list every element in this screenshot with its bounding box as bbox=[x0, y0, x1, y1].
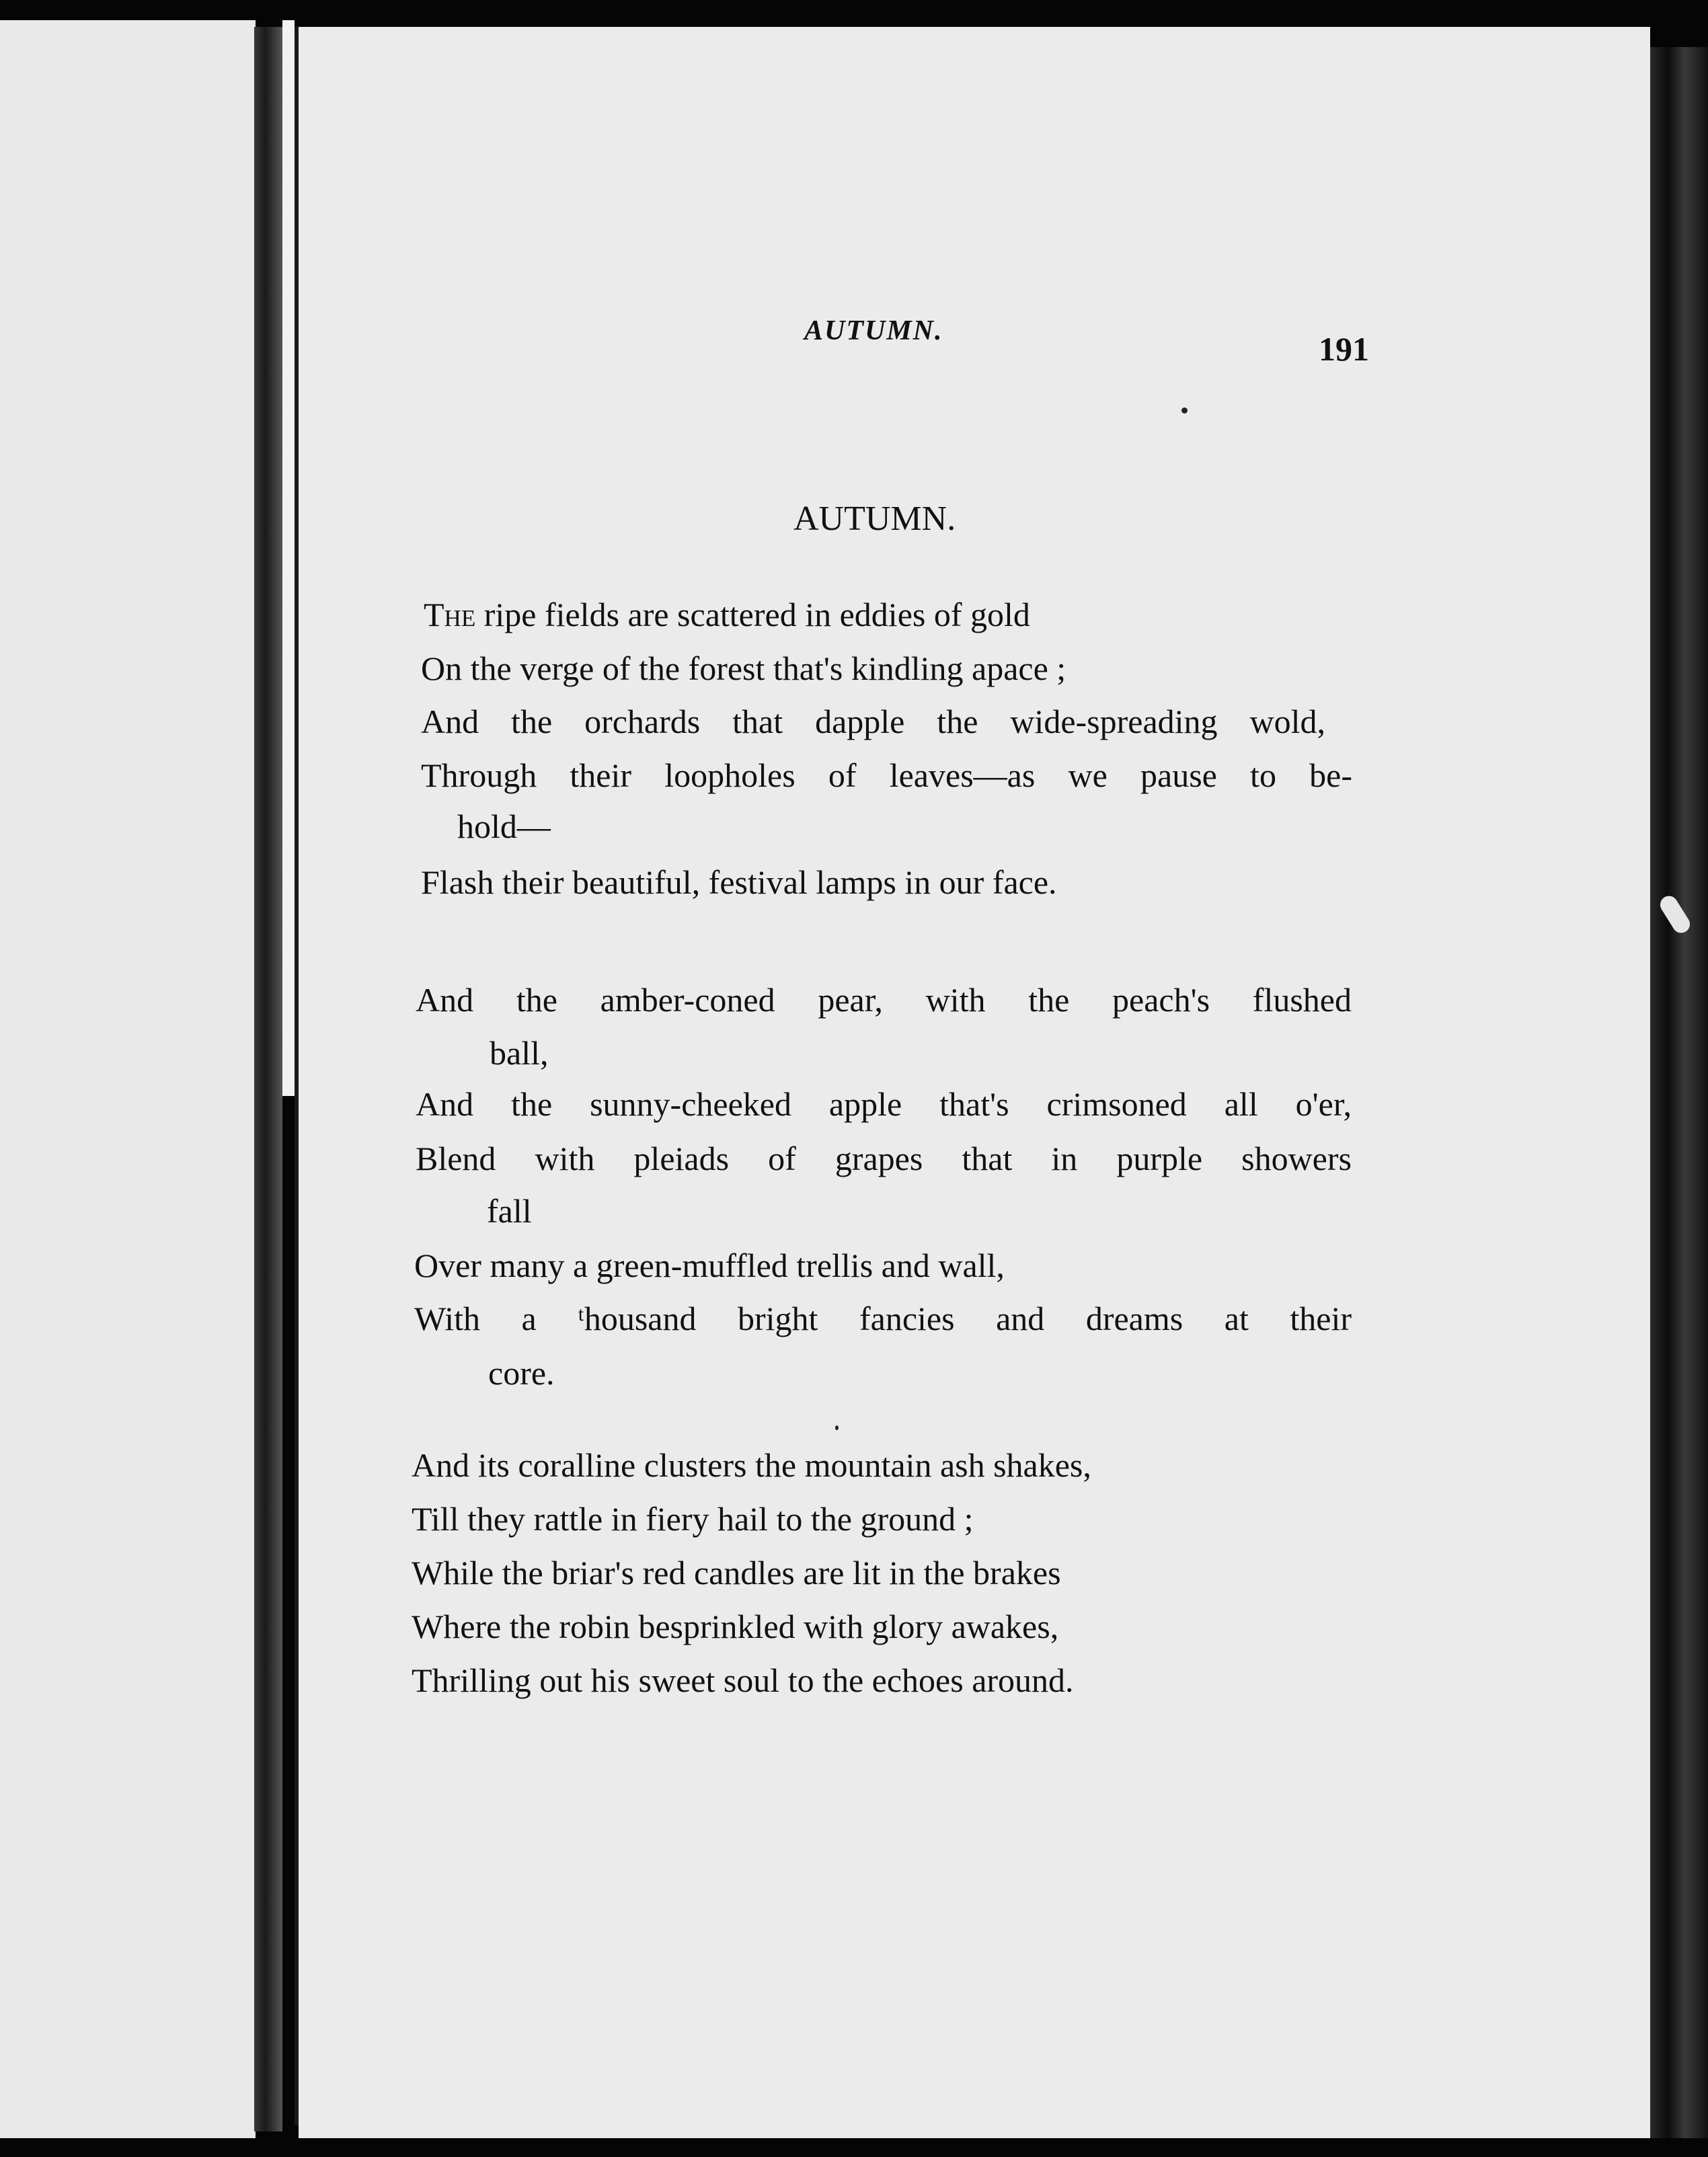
poem-line: On the verge of the forest that's kindling apace ; bbox=[421, 650, 1066, 687]
poem-line: Flash their beautiful, festival lamps in our face. bbox=[421, 863, 1057, 901]
poem-title: AUTUMN. bbox=[793, 500, 956, 538]
left-page bbox=[0, 20, 256, 2138]
page-number: 191 bbox=[1319, 330, 1369, 368]
page-fore-edge bbox=[1650, 47, 1708, 2138]
poem-line: Blend with pleiads of grapes that in purple showers bbox=[416, 1140, 1352, 1177]
line-lead-word: The bbox=[424, 596, 476, 633]
poem-line: With a ᵗhousand bright fancies and dreams at their bbox=[414, 1300, 1352, 1337]
poem-line: Thrilling out his sweet soul to the echoes around. bbox=[412, 1661, 1074, 1699]
poem-line: Over many a green-muffled trellis and wall, bbox=[414, 1247, 1005, 1284]
poem-line: And the orchards that dapple the wide-spreading wold, bbox=[421, 703, 1325, 740]
gutter-highlight bbox=[282, 20, 295, 1096]
running-head: AUTUMN. bbox=[804, 315, 943, 346]
poem-line: While the briar's red candles are lit in the brakes bbox=[412, 1554, 1061, 1592]
poem-line: hold— bbox=[457, 808, 551, 845]
line-text: ripe fields are scattered in eddies of gold bbox=[475, 596, 1030, 633]
poem-line: ball, bbox=[490, 1034, 549, 1072]
ink-speck bbox=[1181, 407, 1188, 414]
poem-line: And the sunny-cheeked apple that's crimsoned all o'er, bbox=[416, 1085, 1352, 1123]
poem-line: Till they rattle in fiery hail to the ground ; bbox=[412, 1500, 974, 1538]
book-spine bbox=[254, 27, 282, 2131]
poem-line: And its coralline clusters the mountain ash shakes, bbox=[412, 1446, 1091, 1484]
ink-speck bbox=[835, 1425, 839, 1430]
poem-line: And the amber-coned pear, with the peach's flushed bbox=[416, 981, 1352, 1019]
poem-line: core. bbox=[488, 1354, 555, 1392]
poem-line: Through their loopholes of leaves—as we pause to be- bbox=[421, 756, 1352, 794]
poem-line: fall bbox=[487, 1192, 532, 1230]
poem-line bbox=[424, 595, 1180, 634]
poem-line: Where the robin besprinkled with glory awakes, bbox=[412, 1608, 1059, 1645]
